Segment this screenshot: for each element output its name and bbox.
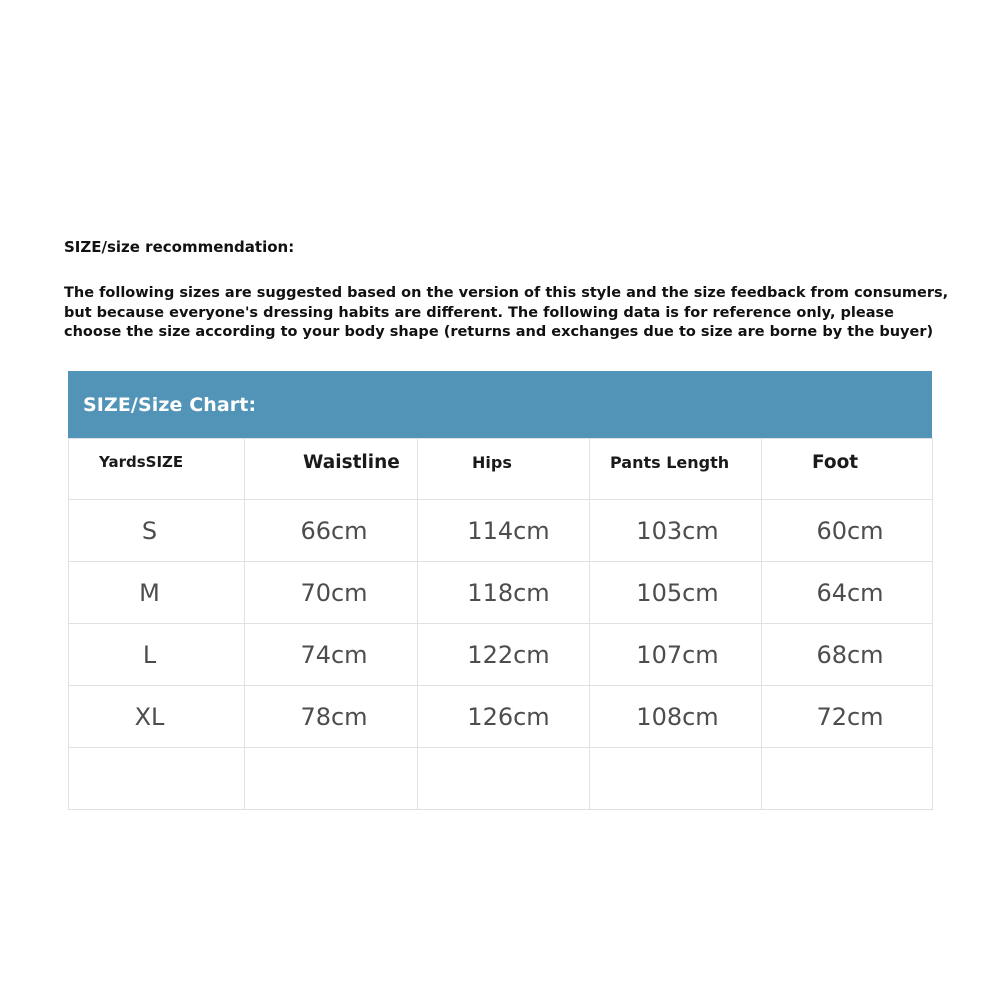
waistline-cell: 66cm [245,500,418,562]
foot-cell: 60cm [762,500,933,562]
description-line: The following sizes are suggested based on the version of this style and the size feedback from consumers, [64,285,949,301]
column-header-size: YardsSIZE [69,439,245,500]
size-cell: L [69,624,245,686]
column-header-foot: Foot [762,439,933,500]
pants-length-cell [590,748,762,810]
foot-cell: 68cm [762,624,933,686]
description-line: but because everyone's dressing habits are different. The following data is for reference only, please [64,304,894,321]
table-row [69,686,933,748]
waistline-cell: 74cm [245,624,418,686]
pants-length-cell: 105cm [590,562,762,624]
foot-cell [762,748,933,810]
pants-length-cell: 103cm [590,500,762,562]
size-table [68,438,933,810]
column-header-hips: Hips [418,439,590,500]
pants-length-cell: 108cm [590,686,762,748]
waistline-cell [245,748,418,810]
hips-cell: 118cm [418,562,590,624]
column-header-waistline: Waistline [245,439,418,500]
table-row [69,500,933,562]
waistline-cell: 78cm [245,686,418,748]
size-cell [69,748,245,810]
description-line: choose the size according to your body shape (returns and exchanges due to size are borne by the buyer) [64,324,934,340]
size-cell: XL [69,686,245,748]
hips-cell: 122cm [418,624,590,686]
pants-length-cell: 107cm [590,624,762,686]
hips-cell: 114cm [418,500,590,562]
hips-cell [418,748,590,810]
size-cell: M [69,562,245,624]
table-header-row [69,439,933,500]
recommendation-heading: SIZE/size recommendation: [64,238,295,256]
waistline-cell: 70cm [245,562,418,624]
column-header-pants-length: Pants Length [590,439,762,500]
size-chart-banner [68,371,932,438]
size-cell: S [69,500,245,562]
foot-cell: 72cm [762,686,933,748]
size-chart [68,371,932,810]
size-chart-title: SIZE/Size Chart: [83,393,257,416]
foot-cell: 64cm [762,562,933,624]
table-row [69,562,933,624]
table-row [69,748,933,810]
recommendation-description [64,284,949,343]
hips-cell: 126cm [418,686,590,748]
table-row [69,624,933,686]
